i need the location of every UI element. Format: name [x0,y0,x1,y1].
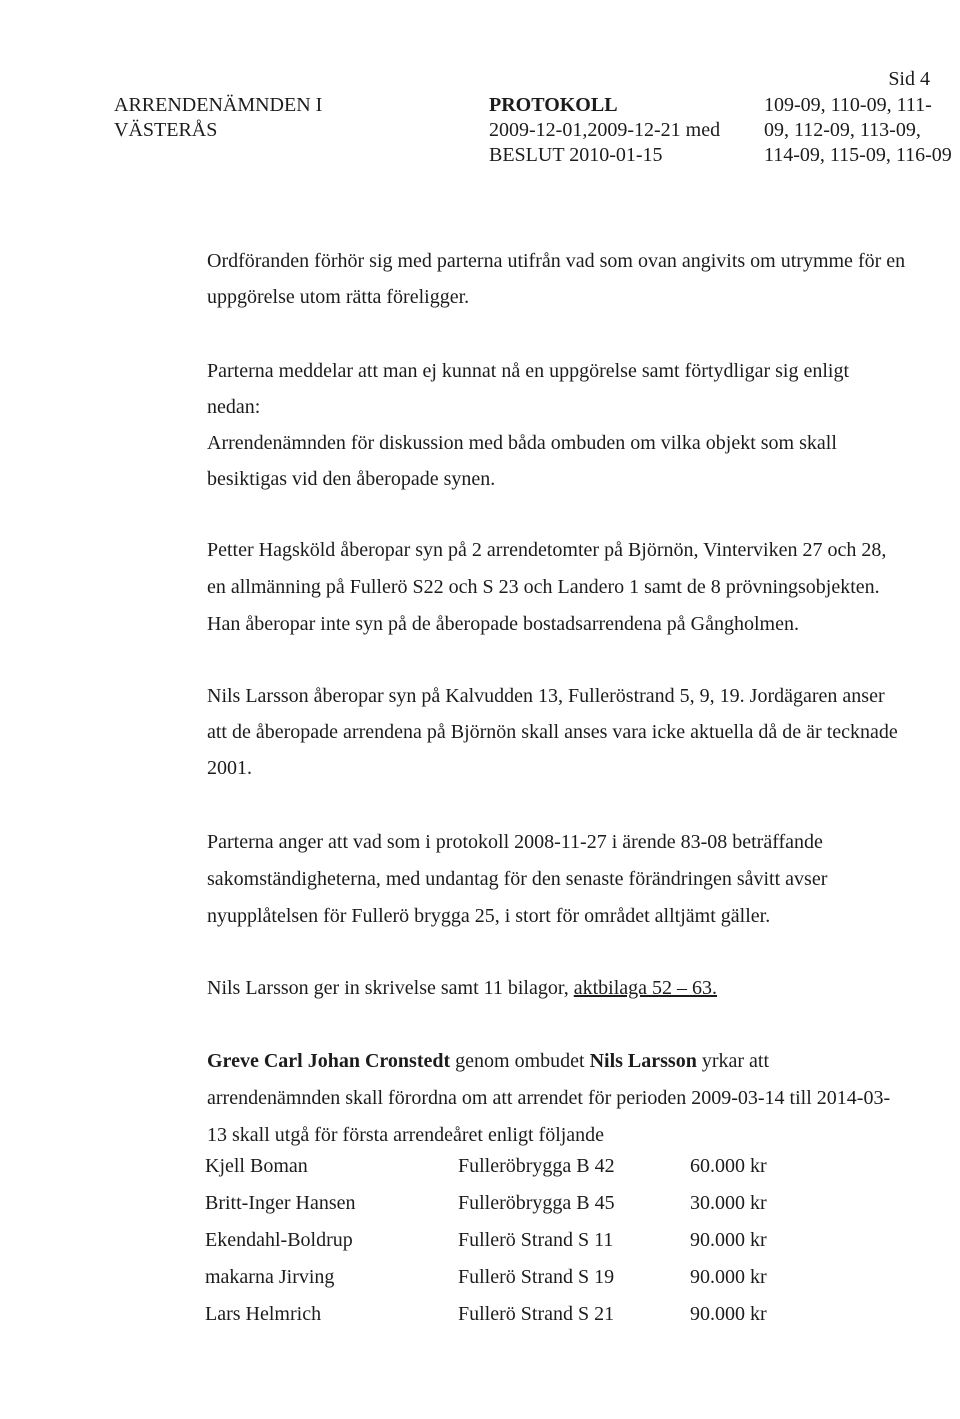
rent-amount: 60.000 kr [690,1155,767,1177]
header-document-info [489,93,759,168]
text-line: 2001. [207,757,252,779]
paragraph-rent-claim [207,1043,937,1154]
property-name: Fullerö Strand S 21 [458,1303,615,1325]
text-line: uppgörelse utom rätta föreligger. [207,286,470,308]
rent-amount: 90.000 kr [690,1229,767,1251]
rent-amount: 90.000 kr [690,1303,767,1325]
decision-date: BESLUT 2010-01-15 [489,144,663,166]
text-line [207,1043,937,1080]
tenant-name: Britt-Inger Hansen [205,1192,356,1214]
page-number: Sid 4 [888,68,930,90]
case-numbers-line: 109-09, 110-09, 111- [764,94,932,116]
attachment-reference: aktbilaga 52 – 63. [573,977,718,999]
property-name: Fulleröbrygga B 42 [458,1155,615,1177]
property-name: Fulleröbrygga B 45 [458,1192,615,1214]
tenant-name: makarna Jirving [205,1266,335,1288]
attachments-text: Nils Larsson ger in skrivelse samt 11 bilagor, [207,977,574,999]
representative-name: Nils Larsson [589,1050,697,1072]
case-numbers-line: 09, 112-09, 113-09, [764,119,921,141]
text-fragment: genom ombudet [450,1050,590,1072]
text-line: arrendenämnden skall förordna om att arrendet för perioden 2009-03-14 till 2014-03- [207,1087,891,1109]
paragraph-larsson-inspection [207,678,937,786]
text-line: nedan: [207,396,261,418]
text-line: besiktigas vid den åberopade synen. [207,468,496,490]
text-line: Arrendenämnden för diskussion med båda ombuden om vilka objekt som skall [207,432,837,454]
header-case-numbers [764,93,954,168]
meeting-dates: 2009-12-01,2009-12-21 med [489,119,721,141]
text-line: Nils Larsson åberopar syn på Kalvudden 13, Fulleröstrand 5, 9, 19. Jordägaren anser [207,685,885,707]
tenant-name: Kjell Boman [205,1155,308,1177]
text-fragment: yrkar att [696,1050,770,1072]
paragraph-chair-inquiry [207,243,937,315]
text-line: en allmänning på Fullerö S22 och S 23 och Landero 1 samt de 8 prövningsobjekten. [207,576,880,598]
property-name: Fullerö Strand S 19 [458,1266,615,1288]
text-line: Ordföranden förhör sig med parterna utifrån vad som ovan angivits om utrymme för en [207,250,906,272]
document-type: PROTOKOLL [489,94,618,116]
text-line: 13 skall utgå för första arrendeåret enligt följande [207,1124,605,1146]
text-line: sakomständigheterna, med undantag för den senaste förändringen såvitt avser [207,868,828,890]
paragraph-attachments [207,970,937,1006]
text-line: Parterna meddelar att man ej kunnat nå en uppgörelse samt förtydligar sig enligt [207,360,850,382]
text-line: Petter Hagsköld åberopar syn på 2 arrendetomter på Björnön, Vinterviken 27 och 28, [207,539,887,561]
tenant-name: Ekendahl-Boldrup [205,1229,353,1251]
org-city-line: VÄSTERÅS [114,119,218,141]
header-organization [114,93,374,143]
text-line [207,970,937,1006]
org-name-line: ARRENDENÄMNDEN I [114,94,323,116]
paragraph-hagskold-inspection [207,532,937,643]
rent-amount: 90.000 kr [690,1266,767,1288]
text-line: nyupplåtelsen för Fullerö brygga 25, i stort för området alltjämt gäller. [207,905,771,927]
party-name: Greve Carl Johan Cronstedt [207,1050,451,1072]
text-line: Han åberopar inte syn på de åberopade bostadsarrendena på Gångholmen. [207,613,799,635]
property-name: Fullerö Strand S 11 [458,1229,614,1251]
paragraph-no-settlement [207,353,937,497]
text-line: att de åberopade arrendena på Björnön skall anses vara icke aktuella då de är tecknade [207,721,898,743]
rent-amount: 30.000 kr [690,1192,767,1214]
case-numbers-line: 114-09, 115-09, 116-09 [764,144,952,166]
paragraph-circumstances [207,824,937,935]
text-line: Parterna anger att vad som i protokoll 2008-11-27 i ärende 83-08 beträffande [207,831,823,853]
tenant-name: Lars Helmrich [205,1303,322,1325]
